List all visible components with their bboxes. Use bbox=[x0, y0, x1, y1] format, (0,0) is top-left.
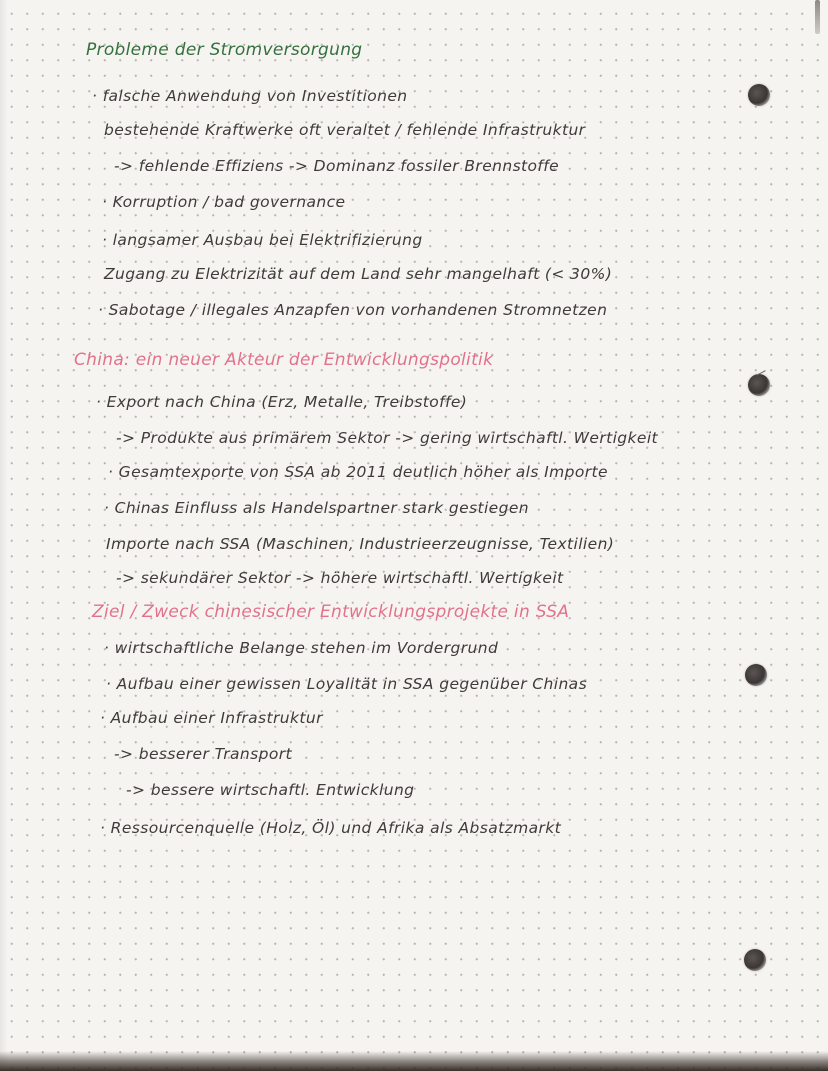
note-line: · Ressourcenquelle (Holz, Öl) und Afrika als Absatzmarkt bbox=[100, 819, 562, 837]
section-title-china: China: ein neuer Akteur der Entwicklungspolitik bbox=[74, 350, 494, 370]
section-title-goals: Ziel / Zweck chinesischer Entwicklungsprojekte in SSA bbox=[92, 602, 570, 622]
note-line: · Gesamtexporte von SSA ab 2011 deutlich höher als Importe bbox=[108, 463, 608, 481]
note-line: · Aufbau einer Infrastruktur bbox=[100, 709, 323, 727]
page-bottom-shadow bbox=[0, 1051, 828, 1071]
note-line: bestehende Kraftwerke oft veraltet / fehlende Infrastruktur bbox=[104, 121, 586, 139]
note-line: · Export nach China (Erz, Metalle, Treibstoffe) bbox=[96, 393, 468, 411]
note-line: Importe nach SSA (Maschinen, Industrieerzeugnisse, Textilien) bbox=[106, 535, 615, 553]
note-line: · Aufbau einer gewissen Loyalität in SSA gegenüber Chinas bbox=[106, 675, 588, 693]
paper-tab bbox=[815, 0, 820, 34]
note-line: · langsamer Ausbau bei Elektrifizierung bbox=[102, 231, 423, 249]
note-line: -> sekundärer Sektor -> höhere wirtschaftl. Wertigkeit bbox=[116, 569, 564, 587]
note-line: · Korruption / bad governance bbox=[102, 193, 346, 211]
note-line: Zugang zu Elektrizität auf dem Land sehr mangelhaft (< 30%) bbox=[104, 265, 613, 283]
note-line: -> bessere wirtschaftl. Entwicklung bbox=[126, 781, 415, 799]
punch-hole bbox=[744, 949, 766, 971]
note-line: · Chinas Einfluss als Handelspartner stark gestiegen bbox=[104, 499, 530, 517]
note-line: · wirtschaftliche Belange stehen im Vordergrund bbox=[104, 639, 499, 657]
page-edge bbox=[0, 0, 8, 1071]
note-line: -> besserer Transport bbox=[114, 745, 292, 763]
section-title-power-supply: Probleme der Stromversorgung bbox=[86, 40, 363, 60]
punch-hole bbox=[745, 664, 767, 686]
note-line: · falsche Anwendung von Investitionen bbox=[92, 87, 408, 105]
note-line: -> fehlende Effiziens -> Dominanz fossiler Brennstoffe bbox=[114, 157, 560, 175]
punch-hole bbox=[748, 84, 770, 106]
note-line: · Sabotage / illegales Anzapfen von vorhandenen Stromnetzen bbox=[98, 301, 608, 319]
note-line: -> Produkte aus primärem Sektor -> gering wirtschaftl. Wertigkeit bbox=[116, 429, 659, 447]
